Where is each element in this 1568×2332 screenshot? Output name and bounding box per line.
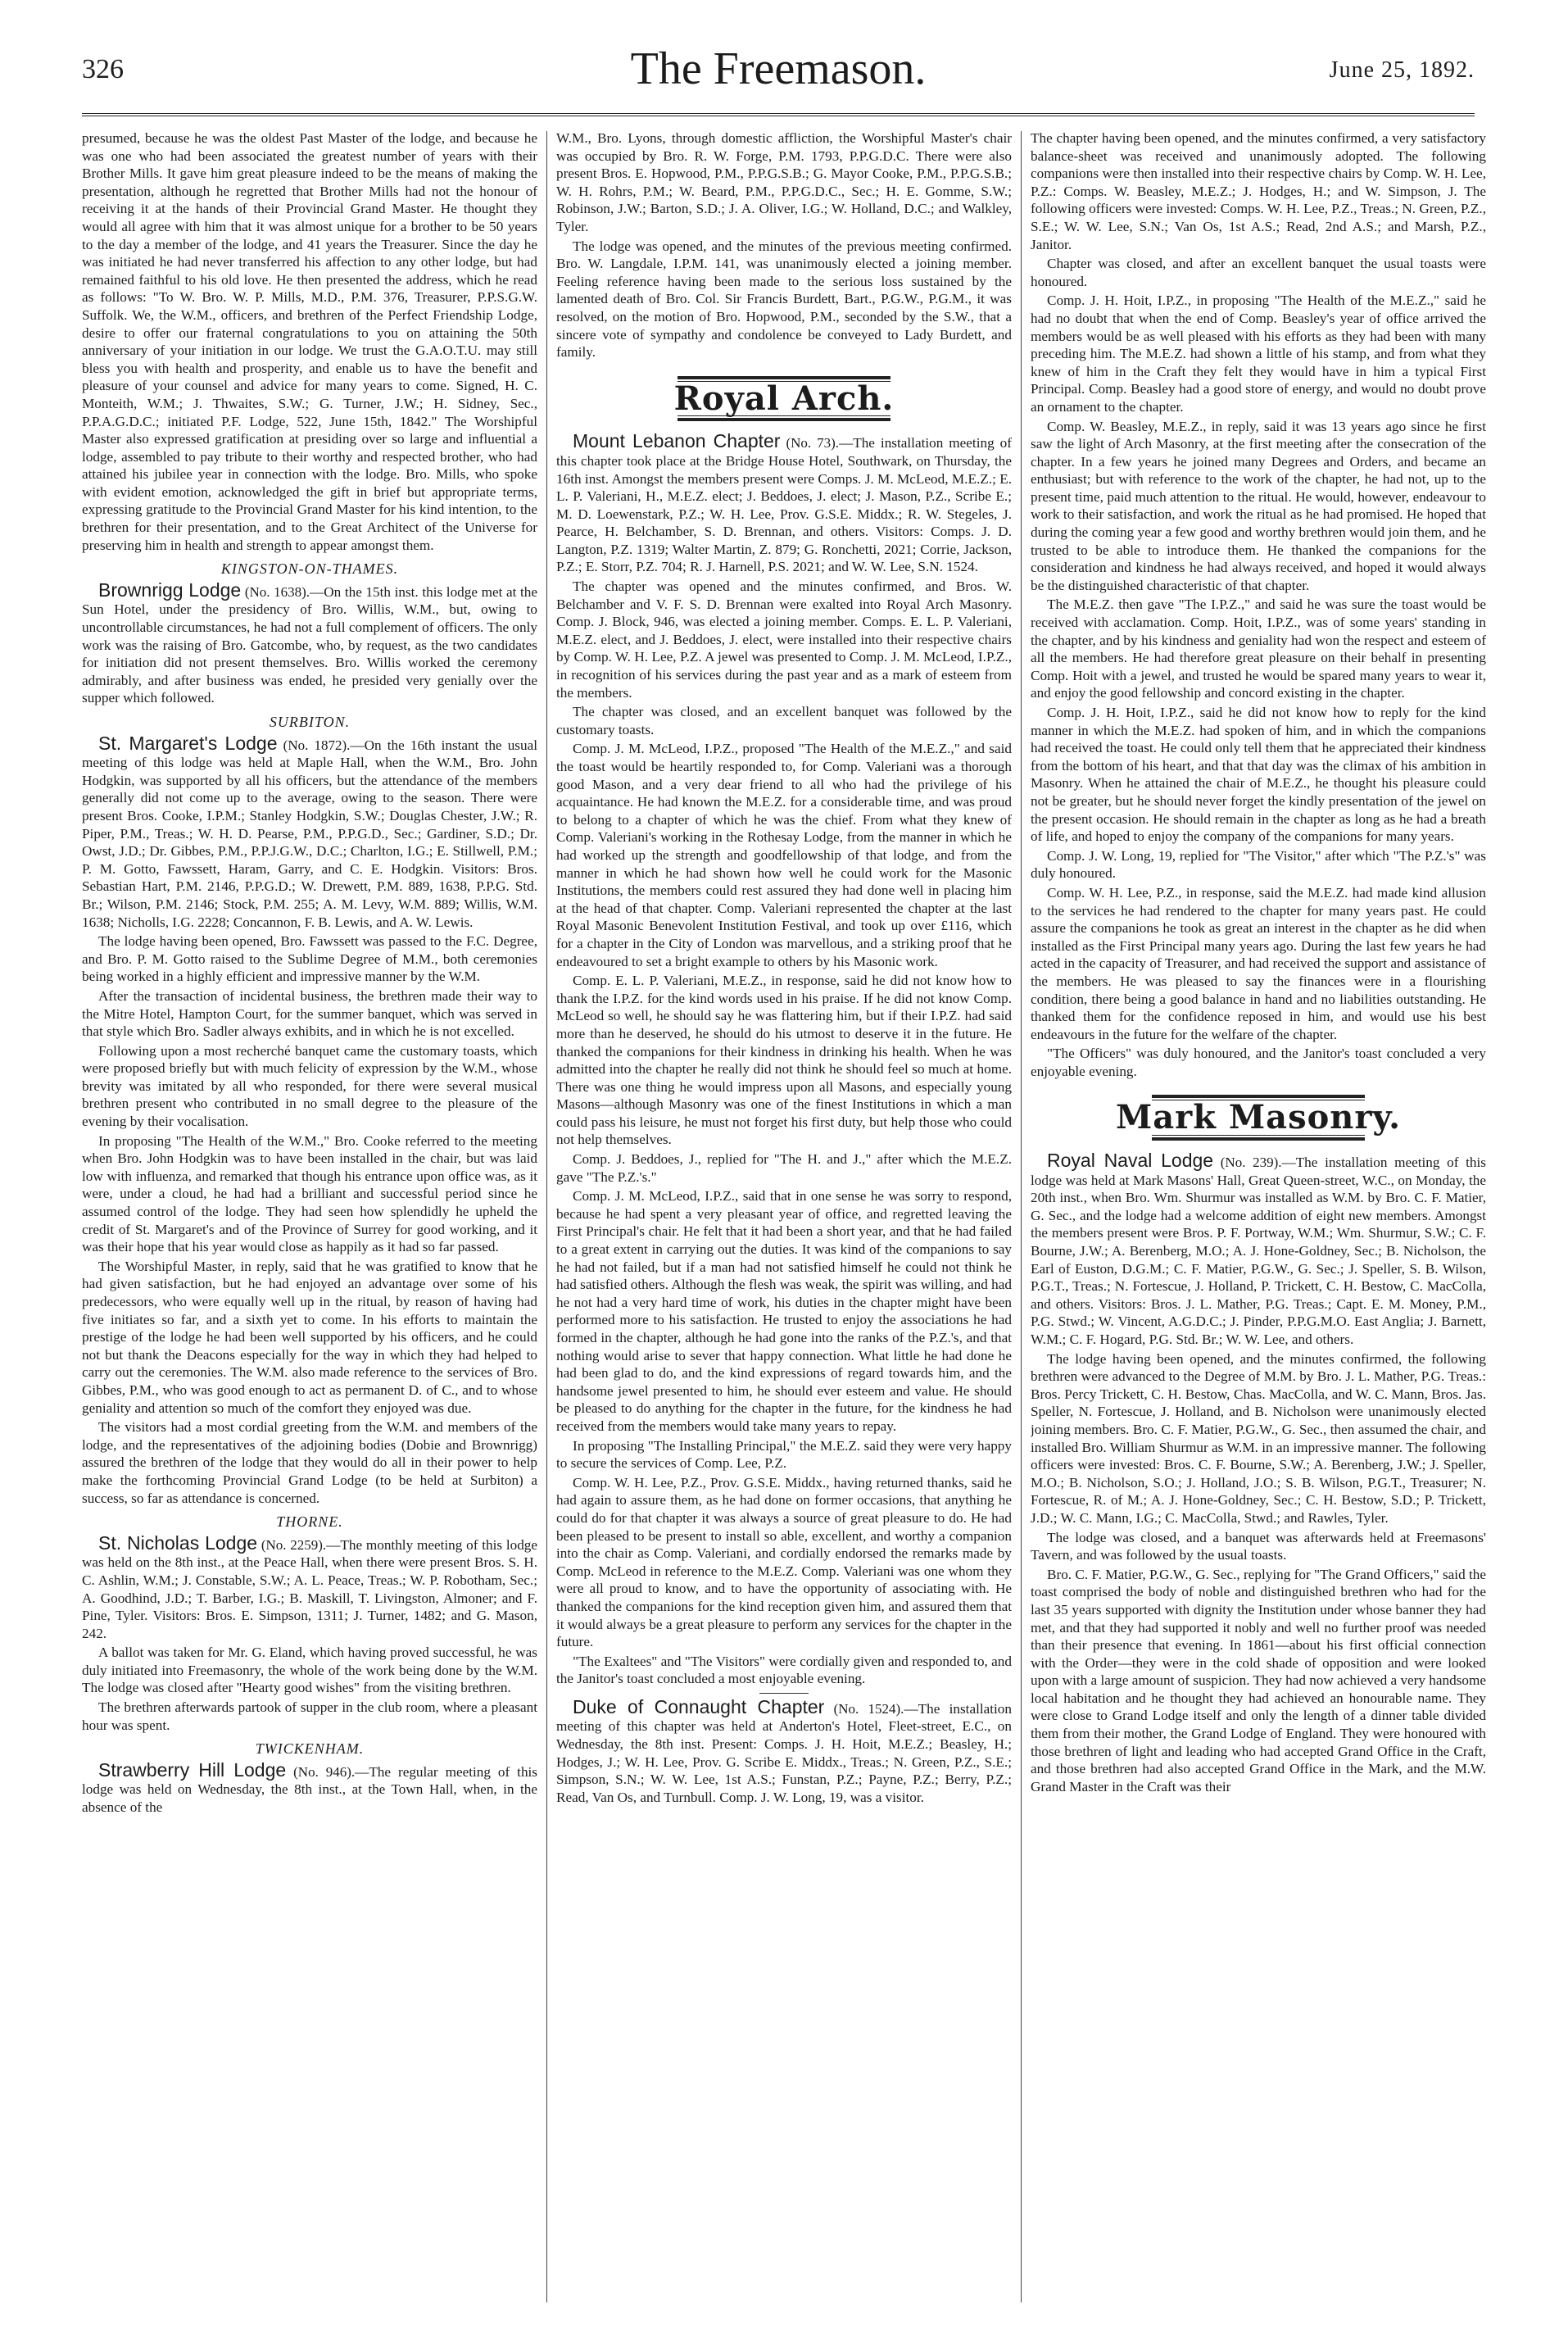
column-3 bbox=[1031, 129, 1486, 2309]
paragraph: Following upon a most recherché banquet came the customary toasts, which were proposed briefly but with much felicity of expression by the W.M., whose brevity was imitated by all who responded, for there were several musical brethren present who contributed in no small degree to the pleasure of the evening by their vocalisation. bbox=[82, 1042, 537, 1130]
chapter-number: (No. 1524). bbox=[833, 1700, 904, 1717]
newspaper-title: The Freemason. bbox=[630, 43, 927, 94]
lodge-report bbox=[82, 578, 537, 707]
section-title: Royal Arch. bbox=[673, 379, 895, 418]
paragraph: —The installation meeting of this chapter took place at the Bridge House Hotel, Southwark, on Thursday, the 16th inst. Amongst the members present were Comps. J. M. McLeod, M.E.Z.; E. L. P. Valeriani, H., M.E.Z. elect; J. Beddoes, J. elect; J. Mason, P.Z., Scribe E.; M. D. Loewenstark, P.Z.; W. H. Lee, Prov. G.S.E. Middx.; R. W. Stegeles, J. Pearce, H. Belchamber, S. D. Brennan, and others. Visitors: Comps. J. D. Langton, P.Z. 1319; Walter Martin, Z. 879; G. Ronchetti, 2021; Corrie, Jackson, P.Z.; E. Storr, P.Z. 704; R. J. Harnell, P.S. 2021; and W. W. Lee, S.N. 1524. bbox=[556, 435, 1012, 575]
column-2 bbox=[556, 129, 1012, 2309]
paragraph: The chapter was closed, and an excellent banquet was followed by the customary toasts. bbox=[556, 704, 1012, 737]
paragraph: After the transaction of incidental business, the brethren made their way to the Mitre Hotel, Hampton Court, for the summer banquet, which was served in that style which Bro. Sadler always exhibits, and in which he is not excelled. bbox=[82, 987, 537, 1040]
lodge-number: (No. 239). bbox=[1220, 1155, 1282, 1171]
column-divider bbox=[1021, 131, 1022, 2303]
paragraph: Comp. W. H. Lee, P.Z., Prov. G.S.E. Middx., having returned thanks, said he had again to assure them, as he had done on former occasions, that anything he could do for that chapter it was always a source of great pleasure to do. He had been pleased to be present to install so able, excellent, and worthy a companion into the chair as Comp. Valeriani, and cordially endorsed the remarks made by Comp. McLeod in reference to the M.E.Z. Comp. Valeriani was one whom they were all proud to know, and to have the opportunity of associating with. He thanked the companions for the kind reception given him, and assured them that it would always be a great pleasure to perform any services for the chapter in the future. bbox=[556, 1474, 1012, 1650]
paragraph: Comp. J. H. Hoit, I.P.Z., said he did not know how to reply for the kind manner in which the M.E.Z. had spoken of him, and in which the companions had received the toast. He could only tell them that he appreciated their kindness from the bottom of his heart, and that that day was the climax of his ambition in Masonry. When he attained the chair of M.E.Z., he thought his pleasure could not be greater, but he should never forget the kindly presentation of the jewel on the present occasion. He should remain in the chapter as long as he had a breath of life, and hoped to enjoy the company of the companions for many years. bbox=[1031, 705, 1486, 845]
paragraph: —The regular meeting of this lodge was held on Wednesday, the 8th inst., at the Town Hall, when, in the absence of the bbox=[82, 1763, 537, 1816]
column-divider bbox=[546, 131, 547, 2303]
chapter-number: (No. 73). bbox=[786, 435, 840, 451]
paragraph: W.M., Bro. Lyons, through domestic affliction, the Worshipful Master's chair was occupied by Bro. R. W. Forge, P.M. 1793, P.P.G.D.C. There were also present Bros. E. Hopwood, P.M., P.P.G.S.B.; G. Mayor Cooke, P.M., P.P.G.S.B.; W. H. Rohrs, P.M.; W. Beard, P.M., P.P.G.D.C., Sec.; H. E. Gomme, S.W.; Robinson, J.W.; Barton, S.D.; J. A. Oliver, I.G.; W. Holland, D.C.; and Walkley, Tyler. bbox=[556, 130, 1012, 234]
place-heading: THORNE. bbox=[276, 1513, 343, 1531]
page-number: 326 bbox=[82, 54, 124, 84]
paragraph: The brethren afterwards partook of supper in the club room, where a pleasant hour was spent. bbox=[82, 1699, 537, 1733]
section-heading-block bbox=[556, 376, 1012, 422]
paragraph: —On the 15th inst. this lodge met at the Sun Hotel, under the presidency of Bro. Willis, W.M., but, owing to uncontrollable circumstances, he had not a full complement of officers. The only work was the raising of Bro. Gatcombe, who, by request, as the two candidates for initiation did not present themselves. Bro. Willis worked the ceremony admirably, and after business was ended, he presided very genially over the supper which followed. bbox=[82, 583, 537, 706]
masthead-rule bbox=[82, 113, 1475, 116]
lodge-number: (No. 2259). bbox=[261, 1536, 327, 1553]
lodge-name: St. Nicholas Lodge bbox=[98, 1531, 258, 1554]
lodge-report bbox=[82, 1531, 537, 1643]
paragraph: The visitors had a most cordial greeting from the W.M. and members of the lodge, and the representatives of the adjoining bodies (Dobie and Brownrigg) assured the brethren of the lodge that they would do all in their power to help make the forthcoming Provincial Grand Lodge (to be held at Surbiton) a success, so far as attendance is concerned. bbox=[82, 1419, 537, 1506]
place-heading: SURBITON. bbox=[269, 714, 351, 730]
paragraph: Comp. W. H. Lee, P.Z., in response, said the M.E.Z. had made kind allusion to the services he had rendered to the chapter for many years past. He could assure the companions he took as great an interest in the chapter as he did when installed as the First Principal many years ago. During the last few years he had acted in the capacity of Treasurer, and had received the support and assistance of the members. He was pleased to say the finances were in a flourishing condition, there being a good balance in hand and no liabilities outstanding. He thanked them for the confidence reposed in him, and would use his best endeavours in the future for the welfare of the chapter. bbox=[1031, 884, 1486, 1042]
paragraph: The lodge was opened, and the minutes of the previous meeting confirmed. Bro. W. Langdale, I.P.M. 141, was unanimously elected a joining member. Feeling reference having been made to the serious loss sustained by the lamented death of Bro. Col. Sir Francis Burdett, Bart., P.G.W., P.G.M., it was resolved, on the motion of Bro. Hopwood, P.M., seconded by the S.W., that a sincere vote of sympathy and condolence be conveyed to Lady Burdett, and family. bbox=[556, 238, 1012, 361]
paragraph: "The Exaltees" and "The Visitors" were cordially given and responded to, and the Janitor's toast concluded a most enjoyable evening. bbox=[556, 1653, 1012, 1687]
lodge-number: (No. 1638). bbox=[244, 583, 310, 600]
lodge-report bbox=[82, 1758, 537, 1817]
paragraph: The chapter having been opened, and the minutes confirmed, a very satisfactory balance-sheet was received and unanimously adopted. The following companions were then installed into their respective chairs by Comp. W. H. Lee, P.Z.: Comps. W. Beasley, M.E.Z.; J. Hodges, H.; and W. Simpson, J. The following officers were invested: Comps. W. H. Lee, P.Z., Treas.; N. Green, P.Z., S.E.; W. W. Lee, S.N.; Van Os, 1st A.S.; Read, 2nd A.S.; and Marsh, P.Z., Janitor. bbox=[1031, 130, 1486, 252]
chapter-report bbox=[556, 430, 1012, 576]
paragraph: —The installation meeting of this lodge was held at Mark Masons' Hall, Great Queen-street, W.C., on Monday, the 20th inst., when Bro. Wm. Shurmur was installed as W.M. by Bro. C. F. Matier, G. Sec., and the lodge had a welcome addition of eight new members. Amongst the members present were Bros. P. F. Portway, W.M.; Wm. Shurmur, S.W.; C. F. Bourne, J.W.; A. Berenberg, M.O.; A. J. Hone-Goldney, Sec.; B. Nicholson, the Earl of Euston, D.G.M.; C. F. Matier, P.G.W., G. Sec.; J. Speller, S. B. Wilson, P.G.T., Treas.; N. Fortescue, J. Holland, P. Trickett, C. H. Bestow, C. MacColla, and others. Visitors: Bros. J. L. Mather, P.G. Treas.; Capt. E. M. Money, P.M., P.G. Stwd.; W. Vincent, A.G.D.C.; J. Pinder, P.P.G.M.O. East Anglia; J. Barnett, W.M.; C. F. Hogard, P.G. Std. Br.; W. W. Lee, and others. bbox=[1031, 1155, 1486, 1347]
paragraph: "The Officers" was duly honoured, and the Janitor's toast concluded a very enjoyable evening. bbox=[1031, 1046, 1486, 1079]
paragraph: Comp. J. H. Hoit, I.P.Z., in proposing "The Health of the M.E.Z.," said he had no doubt that when the end of Comp. Beasley's year of office arrived the members would be as well pleased with his efforts as they had been with many preceding him. The M.E.Z. had shown a little of his stamp, and from what they knew of him in the Craft they felt they would have in him a typical First Principal. Comp. Beasley had a good store of energy, and would no doubt prove an ornament to the chapter. bbox=[1031, 293, 1486, 415]
lodge-name: Royal Naval Lodge bbox=[1047, 1150, 1214, 1172]
lodge-number: (No. 1872). bbox=[283, 737, 351, 753]
paragraph: The lodge was closed, and a banquet was afterwards held at Freemasons' Tavern, and was followed by the usual toasts. bbox=[1031, 1529, 1486, 1563]
issue-date: June 25, 1892. bbox=[1329, 57, 1475, 83]
lodge-name: Brownrigg Lodge bbox=[98, 578, 242, 601]
paragraph: In proposing "The Health of the W.M.," Bro. Cooke referred to the meeting when Bro. John Hodgkin was to have been installed in the chair, but was laid low with influenza, and remarked that though his entrance upon office was, as it were, under a cloud, he had had a brilliant and successful period since he assumed control of the lodge. They had seen how splendidly he upheld the credit of St. Margaret's and of the Province of Surrey for good working, and it was their hope that his year would close as happily as it had so far passed. bbox=[82, 1132, 537, 1255]
paragraph: Comp. J. M. McLeod, I.P.Z., proposed "The Health of the M.E.Z.," and said the toast would be heartily responded to, for Comp. Valeriani was a thorough good Mason, and a very dear friend to all who had the privilege of his acquaintance. He had known the M.E.Z. for a considerable time, and was proud to belong to a chapter of which he was the chief. From what they knew of Comp. Valeriani's working in the Rothesay Lodge, from the manner in which he had worked up the strength and goodfellowship of that lodge, and from the manner in which he had shown how well he could work for the Masonic Institutions, the members could rest assured they had done well in placing him at the head of that chapter. Comp. Valeriani represented the chapter at the last Royal Masonic Benevolent Institution Festival, and took up over £116, which for a chapter in the City of London was marvellous, and a striking proof that he endeavoured to set a bright example to others by his Masonic work. bbox=[556, 741, 1012, 969]
paragraph: The Worshipful Master, in reply, said that he was gratified to know that he had given satisfaction, but he had enjoyed an advantage over some of his predecessors, who were equally well up in the ritual, by reason of having had five initiates so far, and a sixth yet to come. In his efforts to maintain the prestige of the lodge he had been well supported by his officers, and he could not but thank the Deacons especially for the way in which they had helped to carry out the ceremonies. The W.M. also made reference to the services of Bro. Gibbes, P.M., who was good enough to act as permanent D. of C., and to whose geniality and attention so much of the comfort they enjoyed was due. bbox=[82, 1258, 537, 1416]
place-heading: KINGSTON-ON-THAMES. bbox=[220, 560, 399, 578]
lodge-report bbox=[1031, 1152, 1486, 1349]
lodge-number: (No. 946). bbox=[293, 1763, 356, 1780]
lodge-name: Strawberry Hill Lodge bbox=[98, 1758, 287, 1781]
section-heading-block bbox=[1031, 1095, 1486, 1141]
paragraph: Comp. E. L. P. Valeriani, M.E.Z., in response, said he did not know how to thank the I.P.Z. for the kind words used in his praise. If he did not know Comp. McLeod so well, he should say he was flattering him, but if their I.P.Z. had said more than he deserved, he should do his utmost to deserve it in the future. He thanked the companions for their kindness in drinking his health. When he was admitted into the chapter he really did not think he should feel so much at home. There was one thing he would impress upon all Masons, and especially young Masons—although Masonry was one of the finest Institutions in which a man could pass his leisure, he must not forget his first duty, but help those who could not help themselves. bbox=[556, 973, 1012, 1148]
paragraph: —The installation meeting of this chapter was held at Anderton's Hotel, Fleet-street, E.C., on Wednesday, the 8th inst. Present: Comps. J. H. Hoit, M.E.Z.; Beasley, H.; Hodges, J.; W. H. Lee, Prov. G. Scribe E. Middx., Treas.; N. Green, P.Z., S.E.; Simpson, S.N.; W. W. Lee, 1st A.S.; Funstan, P.Z.; Payne, P.Z.; Berry, P.Z.; Read, Van Os, and Turnbull. Comp. J. W. Long, 19, was a visitor. bbox=[556, 1700, 1012, 1805]
chapter-report bbox=[556, 1695, 1012, 1807]
paragraph: Comp. J. Beddoes, J., replied for "The H. and J.," after which the M.E.Z. gave "The P.Z.'s." bbox=[556, 1151, 1012, 1185]
lodge-report bbox=[82, 732, 537, 932]
column-1 bbox=[82, 129, 537, 2309]
separator-rule bbox=[759, 1693, 809, 1694]
lodge-name: St. Margaret's Lodge bbox=[98, 732, 278, 754]
paragraph: A ballot was taken for Mr. G. Eland, which having proved successful, he was duly initiated into Freemasonry, the whole of the work being done by the W.M. The lodge was closed after "Hearty good wishes" from the visiting brethren. bbox=[82, 1645, 537, 1696]
chapter-name: Duke of Connaught Chapter bbox=[573, 1695, 825, 1717]
paragraph: Comp. W. Beasley, M.E.Z., in reply, said it was 13 years ago since he first saw the light of Arch Masonry, at the first meeting after the consecration of the chapter. In a few years he joined many Degrees and Orders, and became an enthusiast; but with reference to the work of the chapter, he had not, up to the present time, paid much attention to the ritual. He would, however, endeavour to work to their satisfaction, and work the ritual as he had promised. He hoped that during the coming year a few good and worthy brethren would join them, and he trusted to be able to introduce them. He thanked the companions for the consideration and kindness he had always received, and hoped it would always be the distinguished characteristic of that chapter. bbox=[1031, 418, 1486, 593]
paragraph: The lodge having been opened, and the minutes confirmed, the following brethren were advanced to the Degree of M.M. by Bro. J. L. Mather, P.G. Treas.: Bros. Percy Trickett, C. H. Bestow, Chas. MacColla, and W. C. Mann, Bros. Jas. Speller, N. Fortescue, J. Holland, and B. Nicholson were unanimously elected joining members. Bro. C. F. Matier, P.G.W., G. Sec., then assumed the chair, and installed Bro. William Shurmur as W.M. in an impressive manner. The following officers were invested: Bros. C. F. Bourne, S.W.; A. Berenberg, J.W.; J. Speller, M.O.; B. Nicholson, S.O.; J. Holland, J.O.; S. B. Wilson, P.G.T., Treasurer; N. Fortescue, R. of M.; A. J. Hone-Goldney, Sec.; C. H. Bestow, S.D.; P. Trickett, J.D.; W. C. Mann, I.G.; C. MacColla, Stwd.; and Rawles, Tyler. bbox=[1031, 1350, 1486, 1526]
paragraph: The chapter was opened and the minutes confirmed, and Bros. W. Belchamber and V. F. S. D. Brennan were exalted into Royal Arch Masonry. Comp. J. Block, 946, was elected a joining member. Comps. E. L. P. Valeriani, M.E.Z. elect, and J. Beddoes, J. elect, were installed into their respective chairs by Comp. W. H. Lee, P.Z. A jewel was presented to Comp. J. M. McLeod, I.P.Z., in recognition of his services during the past year and as a mark of esteem from the members. bbox=[556, 578, 1012, 701]
paragraph: —The monthly meeting of this lodge was held on the 8th inst., at the Peace Hall, when there were present Bros. S. H. C. Ashlin, W.M.; J. Constable, S.W.; A. L. Peace, Treas.; W. P. Robotham, Sec.; A. Goodhind, J.D.; T. Barber, I.G.; B. Maskill, T. Livingston, Almoner; and F. Pine, Tyler. Visitors: Bros. E. Simpson, 1311; J. Turner, 1482; and G. Mason, 242. bbox=[82, 1536, 537, 1641]
place-heading: TWICKENHAM. bbox=[255, 1740, 365, 1758]
masthead bbox=[82, 43, 1475, 107]
paragraph: Bro. C. F. Matier, P.G.W., G. Sec., replying for "The Grand Officers," said the toast comprised the body of noble and distinguished brethren who had for the last 35 years supported with dignity the Institution under whose banner they had met, and that they had supported it nobly and well no further proof was needed than their presence that evening. In 1861—about his first official connection with the Order—they were in the cold shade of opposition and were looked upon with a large amount of suspicion. They had now achieved a very handsome local habitation and he thought they had achieved an honourable name. They were close to Grand Lodge itself and only the length of a dinner table divided them from their mother, the Grand Lodge of England. They were honoured with those brethren of light and leading who had accepted Grand Office in the Craft, and those brethren had also accepted Grand Office in the Mark, and the M.W. Grand Master in the Craft was their bbox=[1031, 1566, 1486, 1794]
paragraph: The M.E.Z. then gave "The I.P.Z.," and said he was sure the toast would be received with acclamation. Comp. Hoit, I.P.Z., was of some years' standing in the chapter, and by his kindness and geniality had won the respect and esteem of all the members. He had therefore great pleasure on their behalf in presenting Comp. Hoit with a jewel, and trusted he would be spared many years to wear it, and enjoy the good fellowship and concord existing in the chapter. bbox=[1031, 597, 1486, 701]
paragraph: The lodge having been opened, Bro. Fawssett was passed to the F.C. Degree, and Bro. P. M. Gotto raised to the Sublime Degree of M.M., both ceremonies being worked in a highly efficient and impressive manner by the W.M. bbox=[82, 933, 537, 985]
chapter-name: Mount Lebanon Chapter bbox=[573, 430, 781, 452]
paragraph: Comp. J. M. McLeod, I.P.Z., said that in one sense he was sorry to respond, because he had spent a very pleasant year of office, and regretted leaving the First Principal's chair. He felt that it had been a short year, and that he had failed to a great extent in carrying out the duties. It was kind of the companions to say he had not failed, but if a man had not satisfied himself he could not think he had satisfied others. Although the flesh was weak, the spirit was willing, and had he not had a very hard time of work, his duties in the chapter might have been performed more to his satisfaction. He trusted to enjoy the associations he had formed in the chapter, although he had gone into the ranks of the P.Z.'s, and that nothing would arise to sever that happy connection. What little he had done he had been glad to do, and the kind expressions of regard towards him, and the handsome jewel presented to him, he should ever esteem and value. He should be pleased to do anything for the chapter in the future, for the kindness he had received from the members would take many years to repay. bbox=[556, 1188, 1012, 1434]
paragraph: presumed, because he was the oldest Past Master of the lodge, and because he was one who had been associated the greatest number of years with their Brother Mills. It gave him great pleasure indeed to be the means of making the presentation, although he regretted that Brother Mills had not the honour of receiving it at the hands of their Provincial Grand Master. He thought they would all agree with him that it was almost unique for a brother to be 50 years to the day a member of the lodge, and 41 years the Treasurer. Since the day he was initiated he had never transferred his affection to any other lodge, but had remained faithful to his old love. He then presented the address, which he read as follows: "To W. Bro. W. P. Mills, M.D., P.M. 376, Treasurer, P.P.S.G.W. Suffolk. We, the W.M., officers, and brethren of the Perfect Friendship Lodge, desire to offer our fraternal congratulations to you on attaining the 50th anniversary of your initiation in our lodge. We trust the G.A.O.T.U. may still bless you with health and prosperity, and enable us to have the benefit and pleasure of your counsel and advice for many years to come. Signed, H. C. Monteith, W.M.; J. Thwaites, S.W.; G. Turner, J.W.; H. Sidney, Sec., P.P.A.G.D.C.; initiated P.F. Lodge, 522, June 15th, 1842." The Worshipful Master also expressed gratification at presiding over so large and influential a lodge, assembled to pay tribute to their worthy and respected brother, who had attained his jubilee year in connection with the lodge. Bro. Mills, who spoke with evident emotion, acknowledged the gift in brief but appropriate terms, expressing gratitude to the Provincial Grand Master for his kind intention, to the brethren for their presentation, and to the Great Architect of the Universe for preserving him in health and strength to appear amongst them. bbox=[82, 130, 537, 553]
paragraph: In proposing "The Installing Principal," the M.E.Z. said they were very happy to secure the services of Comp. Lee, P.Z. bbox=[556, 1437, 1012, 1472]
paragraph: Chapter was closed, and after an excellent banquet the usual toasts were honoured. bbox=[1031, 256, 1486, 289]
paragraph: Comp. J. W. Long, 19, replied for "The Visitor," after which "The P.Z.'s" was duly honoured. bbox=[1031, 847, 1486, 882]
paragraph: —On the 16th instant the usual meeting of this lodge was held at Maple Hall, when the W.M., Bro. John Hodgkin, was supported by all his officers, but the attendance of the members generally did not come up to the average, owing to the season. There were present Bros. Cooke, I.P.M.; Stanley Hodgkin, S.W.; Douglas Chester, J.W.; R. Piper, P.M., Treas.; W. H. D. Pearse, P.M., P.P.G.D., Sec.; Gardiner, S.D.; Dr. Owst, J.D.; Dr. Gibbes, P.M., P.P.J.G.W., D.C.; Charlton, I.G.; E. Stillwell, P.M.; P. M. Gotto, Fawssett, Haram, Garry, and C. E. Hodgkin. Visitors: Bros. Sebastian Hart, P.M. 2146, P.P.G.D.; W. Drewett, P.M. 889, 1638, P.P.G. Std. Br.; Wilson, P.M. 2146; Stock, P.M. 255; A. M. Levy, W.M. 889; Willis, W.M. 1638; Nicholls, I.G. 2228; Concannon, F. B. Lewis, and A. W. Lewis. bbox=[82, 737, 537, 930]
section-title: Mark Masonry. bbox=[1115, 1098, 1402, 1137]
